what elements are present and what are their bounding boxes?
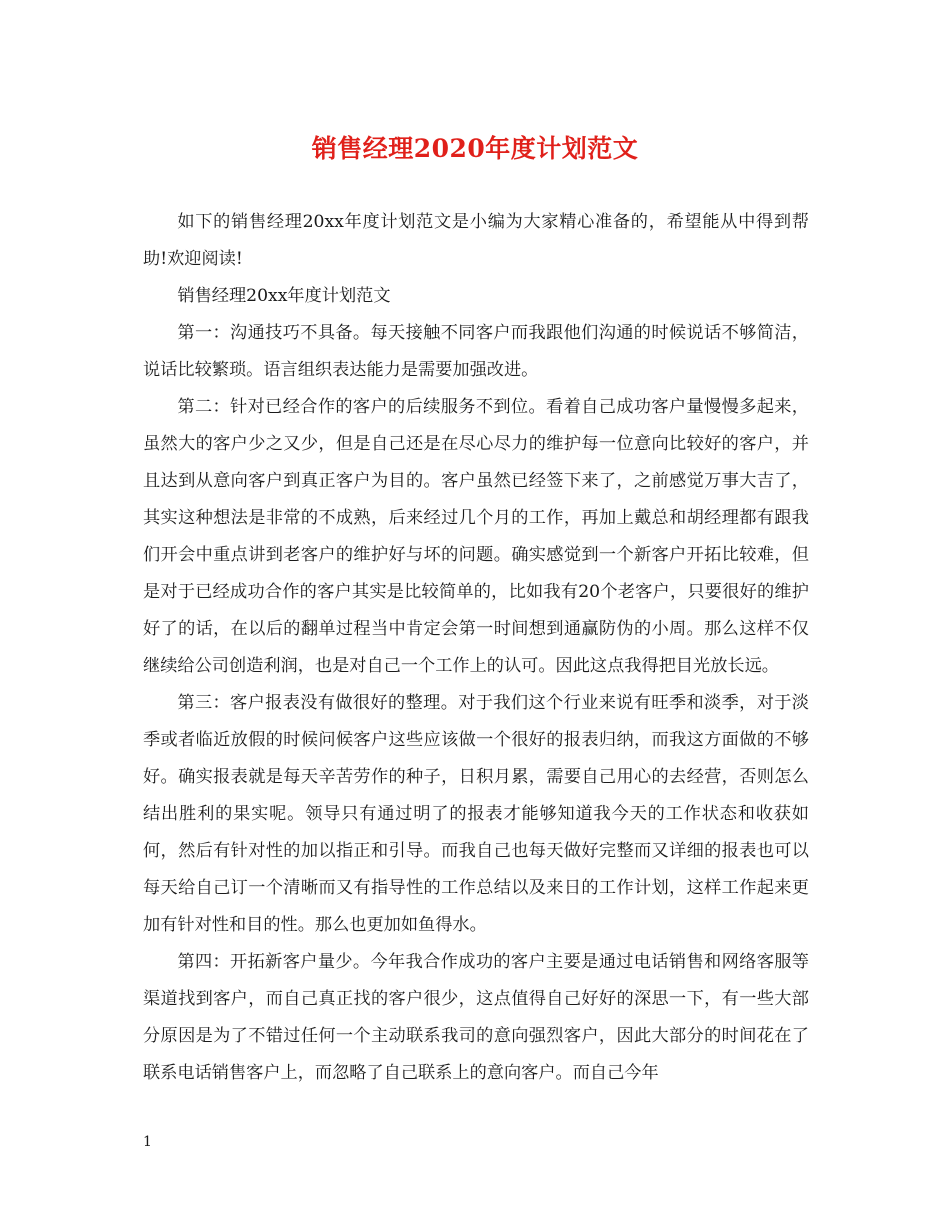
paragraph-point-4: 第四：开拓新客户量少。今年我合作成功的客户主要是通过电话销售和网络客服等渠道找到客户，而自己真正找的客户很少，这点值得自己好好的深思一下，有一些大部分原因是为了不错过任何一个主动联系我司的意向强烈客户，因此大部分的时间花在了联系电话销售客户上，而忽略了自己联系上的意向客户。而自己今年 xyxy=(143,952,809,1083)
document-title: 销售经理2020年度计划范文 xyxy=(311,134,639,163)
document-body xyxy=(143,204,809,1092)
paragraph-point-3: 第三：客户报表没有做很好的整理。对于我们这个行业来说有旺季和淡季，对于淡季或者临近放假的时候问候客户这些应该做一个很好的报表归纳，而我这方面做的不够好。确实报表就是每天辛苦劳作的种子，日积月累，需要自己用心的去经营，否则怎么结出胜利的果实呢。领导只有通过明了的报表才能够知道我今天的工作状态和收获如何，然后有针对性的加以指正和引导。而我自己也每天做好完整而又详细的报表也可以每天给自己订一个清晰而又有指导性的工作总结以及来日的工作计划，这样工作起来更加有针对性和目的性。那么也更加如鱼得水。 xyxy=(143,693,809,935)
page-number: 1 xyxy=(143,1134,152,1150)
paragraph-point-2: 第二：针对已经合作的客户的后续服务不到位。看着自己成功客户量慢慢多起来，虽然大的客户少之又少，但是自己还是在尽心尽力的维护每一位意向比较好的客户，并且达到从意向客户到真正客户为目的。客户虽然已经签下来了，之前感觉万事大吉了，其实这种想法是非常的不成熟，后来经过几个月的工作，再加上戴总和胡经理都有跟我们开会中重点讲到老客户的维护好与坏的问题。确实感觉到一个新客户开拓比较难，但是对于已经成功合作的客户其实是比较简单的，比如我有20个老客户，只要很好的维护好了的话，在以后的翻单过程当中肯定会第一时间想到通赢防伪的小周。那么这样不仅继续给公司创造利润，也是对自己一个工作上的认可。因此这点我得把目光放长远。 xyxy=(143,397,809,676)
paragraph-subtitle: 销售经理20xx年度计划范文 xyxy=(177,286,391,306)
paragraph-intro: 如下的销售经理20xx年度计划范文是小编为大家精心准备的，希望能从中得到帮助!欢迎阅读! xyxy=(143,212,809,269)
paragraph-point-1: 第一：沟通技巧不具备。每天接触不同客户而我跟他们沟通的时候说话不够简洁，说话比较繁琐。语言组织表达能力是需要加强改进。 xyxy=(143,323,809,380)
